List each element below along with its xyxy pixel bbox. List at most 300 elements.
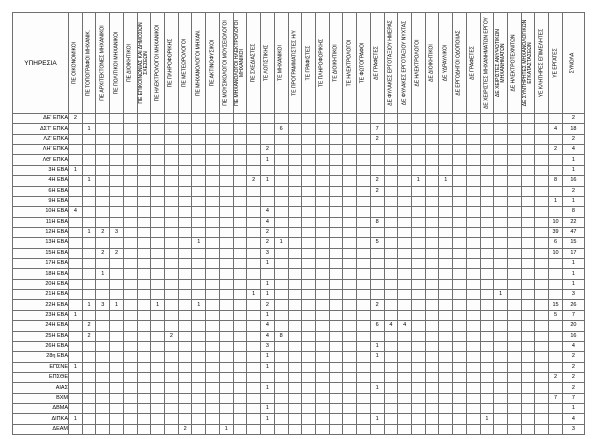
table-cell — [384, 217, 398, 227]
table-cell — [192, 310, 206, 320]
table-cell — [425, 424, 439, 434]
table-cell — [315, 290, 329, 300]
table-cell — [357, 424, 371, 434]
table-cell — [357, 414, 371, 424]
table-cell — [384, 372, 398, 382]
table-cell: 2 — [110, 248, 124, 258]
table-cell — [96, 114, 110, 124]
table-cell — [178, 238, 192, 248]
table-cell — [494, 238, 508, 248]
table-cell — [357, 207, 371, 217]
table-cell — [261, 196, 275, 206]
table-cell — [137, 362, 151, 372]
table-cell — [123, 155, 137, 165]
table-cell — [137, 290, 151, 300]
table-cell — [96, 393, 110, 403]
table-cell — [274, 114, 288, 124]
table-cell — [357, 279, 371, 289]
table-cell — [274, 424, 288, 434]
table-cell — [69, 186, 83, 196]
table-cell — [439, 238, 453, 248]
table-cell — [288, 290, 302, 300]
table-cell — [247, 134, 261, 144]
table-cell — [521, 176, 535, 186]
table-cell — [480, 248, 494, 258]
table-cell — [329, 404, 343, 414]
column-header-label: ΔΕ ΦΥΛΑΚΕΣ ΕΡΓΟΤΑΞΙΟΥ ΗΜΕΡΑΣ — [387, 20, 394, 106]
table-cell: 1 — [439, 176, 453, 186]
table-cell — [302, 217, 316, 227]
table-cell — [192, 404, 206, 414]
table-cell — [425, 269, 439, 279]
column-header-label: ΠΕ ΔΙΟΙΚΗΤΙΚΟΙ — [126, 44, 133, 82]
table-cell — [206, 248, 220, 258]
table-cell — [288, 145, 302, 155]
table-cell — [137, 341, 151, 351]
table-cell — [521, 227, 535, 237]
table-cell: 1 — [219, 424, 233, 434]
table-cell — [398, 207, 412, 217]
row-total-cell: 2 — [562, 372, 584, 382]
table-cell — [508, 176, 522, 186]
table-cell — [69, 238, 83, 248]
row-total-cell: 4 — [562, 414, 584, 424]
table-cell — [302, 310, 316, 320]
row-total-cell: 8 — [562, 207, 584, 217]
table-cell — [315, 217, 329, 227]
row-label: ΛΖ' ΕΠΚΑ — [13, 134, 69, 144]
table-cell: 1 — [261, 259, 275, 269]
table-cell — [398, 259, 412, 269]
table-cell — [233, 124, 247, 134]
table-cell — [178, 300, 192, 310]
table-cell: 10 — [549, 217, 563, 227]
table-cell — [137, 259, 151, 269]
table-cell — [494, 362, 508, 372]
table-cell — [82, 404, 96, 414]
row-label: ΔΙΠΚΑ — [13, 414, 69, 424]
table-cell — [521, 404, 535, 414]
row-total-cell: 1 — [562, 404, 584, 414]
table-cell — [206, 290, 220, 300]
table-cell — [302, 341, 316, 351]
table-cell — [535, 404, 549, 414]
table-cell: 2 — [178, 424, 192, 434]
table-cell — [178, 217, 192, 227]
table-cell — [535, 414, 549, 424]
table-cell — [82, 248, 96, 258]
table-cell — [425, 124, 439, 134]
table-cell — [137, 269, 151, 279]
table-cell: 1 — [261, 279, 275, 289]
table-cell: 1 — [494, 290, 508, 300]
table-cell — [439, 383, 453, 393]
table-cell — [219, 331, 233, 341]
table-cell — [425, 134, 439, 144]
table-cell — [123, 165, 137, 175]
table-cell — [288, 310, 302, 320]
table-row — [13, 331, 585, 341]
table-cell — [165, 248, 179, 258]
table-cell: 2 — [96, 248, 110, 258]
column-header-label: ΠΕ ΜΟΥΣΙΚΟΛΟΓΟΙ ΜΟΥΣΕΙΟΛΟΓΟΙ — [222, 20, 229, 106]
table-cell — [453, 124, 467, 134]
table-cell — [110, 414, 124, 424]
row-label: 13Η ΕΒΑ — [13, 238, 69, 248]
table-cell — [343, 227, 357, 237]
table-cell — [384, 290, 398, 300]
table-cell — [69, 404, 83, 414]
table-cell — [110, 372, 124, 382]
column-header — [494, 13, 508, 114]
row-label: ΛΘ' ΕΠΚΑ — [13, 155, 69, 165]
table-cell — [453, 186, 467, 196]
table-cell — [480, 124, 494, 134]
table-cell — [165, 124, 179, 134]
table-cell — [521, 259, 535, 269]
table-cell — [219, 238, 233, 248]
row-total-cell: 4 — [562, 145, 584, 155]
table-cell — [178, 372, 192, 382]
table-cell — [96, 383, 110, 393]
table-cell — [123, 300, 137, 310]
table-cell — [357, 331, 371, 341]
table-cell — [466, 145, 480, 155]
table-cell — [370, 424, 384, 434]
table-cell — [535, 290, 549, 300]
table-cell — [370, 331, 384, 341]
table-cell — [123, 259, 137, 269]
table-cell — [411, 165, 425, 175]
table-cell — [466, 404, 480, 414]
table-cell — [233, 310, 247, 320]
table-cell — [480, 207, 494, 217]
table-cell — [370, 165, 384, 175]
table-cell — [110, 207, 124, 217]
table-cell — [343, 300, 357, 310]
column-header — [439, 13, 453, 114]
table-cell — [357, 165, 371, 175]
table-cell — [521, 362, 535, 372]
table-cell — [151, 207, 165, 217]
table-cell — [357, 290, 371, 300]
table-cell — [247, 196, 261, 206]
table-cell — [69, 134, 83, 144]
table-cell — [302, 259, 316, 269]
table-cell — [439, 227, 453, 237]
table-cell: 1 — [82, 176, 96, 186]
table-cell — [384, 393, 398, 403]
table-cell — [480, 269, 494, 279]
row-total-cell: 7 — [562, 310, 584, 320]
table-cell — [508, 155, 522, 165]
table-cell — [247, 372, 261, 382]
table-cell — [302, 155, 316, 165]
table-cell — [110, 134, 124, 144]
table-cell — [453, 393, 467, 403]
table-row — [13, 424, 585, 434]
table-cell — [274, 279, 288, 289]
table-cell — [329, 290, 343, 300]
table-cell — [69, 176, 83, 186]
table-cell — [370, 145, 384, 155]
table-cell — [329, 310, 343, 320]
table-cell: 1 — [370, 383, 384, 393]
table-cell — [411, 227, 425, 237]
column-header — [261, 13, 275, 114]
table-cell — [466, 114, 480, 124]
table-cell — [315, 155, 329, 165]
table-cell — [151, 269, 165, 279]
table-cell — [110, 310, 124, 320]
column-header — [274, 13, 288, 114]
table-cell — [411, 114, 425, 124]
table-cell — [151, 145, 165, 155]
table-cell — [192, 186, 206, 196]
table-cell — [219, 217, 233, 227]
table-cell — [439, 124, 453, 134]
table-cell — [96, 196, 110, 206]
table-row — [13, 404, 585, 414]
table-cell — [466, 290, 480, 300]
row-label: 26Η ΕΒΑ — [13, 341, 69, 351]
table-cell — [288, 134, 302, 144]
table-cell: 6 — [370, 321, 384, 331]
table-cell — [165, 383, 179, 393]
table-cell — [165, 362, 179, 372]
table-cell — [357, 404, 371, 414]
table-cell — [219, 124, 233, 134]
table-cell — [288, 259, 302, 269]
table-cell — [411, 341, 425, 351]
table-cell: 1 — [69, 414, 83, 424]
table-cell — [411, 310, 425, 320]
column-header — [549, 13, 563, 114]
table-cell: 39 — [549, 227, 563, 237]
column-header-label: ΔΕ ΧΕΙΡΙΣΤΕΣ ΑΝΥΨΩΤΙΚΩΝ ΜΗΧΑΝΗΜΑΤΩΝ — [494, 29, 506, 97]
table-cell — [82, 217, 96, 227]
table-cell — [69, 145, 83, 155]
table-cell — [521, 310, 535, 320]
table-cell — [439, 404, 453, 414]
table-cell — [508, 372, 522, 382]
table-cell — [233, 352, 247, 362]
table-cell — [206, 196, 220, 206]
table-cell — [508, 290, 522, 300]
table-cell — [82, 310, 96, 320]
table-cell — [151, 196, 165, 206]
table-cell — [137, 383, 151, 393]
table-cell — [535, 300, 549, 310]
table-cell — [329, 196, 343, 206]
table-cell — [82, 372, 96, 382]
table-cell: 5 — [370, 238, 384, 248]
table-cell — [165, 217, 179, 227]
table-cell — [453, 217, 467, 227]
table-row — [13, 310, 585, 320]
table-cell — [343, 424, 357, 434]
table-cell — [494, 331, 508, 341]
table-cell — [508, 383, 522, 393]
table-cell — [302, 269, 316, 279]
table-cell — [219, 321, 233, 331]
table-cell — [508, 352, 522, 362]
table-cell — [110, 331, 124, 341]
table-cell — [165, 269, 179, 279]
column-header — [123, 13, 137, 114]
table-cell — [206, 124, 220, 134]
table-cell — [315, 331, 329, 341]
table-cell — [480, 238, 494, 248]
table-cell — [82, 238, 96, 248]
table-cell — [206, 259, 220, 269]
table-cell — [411, 404, 425, 414]
table-cell — [302, 279, 316, 289]
table-cell — [357, 155, 371, 165]
table-cell — [398, 383, 412, 393]
table-cell — [425, 217, 439, 227]
table-cell — [274, 341, 288, 351]
table-cell — [384, 352, 398, 362]
table-cell: 1 — [370, 341, 384, 351]
table-row — [13, 196, 585, 206]
table-cell — [357, 227, 371, 237]
table-cell — [384, 279, 398, 289]
table-cell: 1 — [82, 300, 96, 310]
table-cell — [233, 114, 247, 124]
table-cell — [192, 207, 206, 217]
table-cell — [398, 393, 412, 403]
table-cell — [535, 217, 549, 227]
table-cell — [247, 248, 261, 258]
table-cell — [466, 186, 480, 196]
column-header-label: ΔΕ ΥΔΡΑΥΛΙΚΟΙ — [442, 44, 449, 82]
table-cell — [329, 362, 343, 372]
table-cell — [370, 248, 384, 258]
table-cell — [315, 259, 329, 269]
table-cell — [398, 134, 412, 144]
table-cell — [494, 341, 508, 351]
table-cell — [343, 362, 357, 372]
table-cell — [425, 300, 439, 310]
table-cell — [357, 300, 371, 310]
table-cell — [357, 196, 371, 206]
table-cell — [82, 165, 96, 175]
table-cell — [425, 196, 439, 206]
table-cell — [535, 186, 549, 196]
table-cell — [123, 196, 137, 206]
table-cell — [411, 259, 425, 269]
table-cell — [151, 155, 165, 165]
table-cell — [288, 393, 302, 403]
table-cell — [384, 300, 398, 310]
table-cell — [343, 145, 357, 155]
table-cell — [137, 134, 151, 144]
table-row — [13, 372, 585, 382]
table-cell — [466, 341, 480, 351]
table-cell — [315, 404, 329, 414]
row-label: ΔΣΤ' ΕΠΚΑ — [13, 124, 69, 134]
table-cell — [453, 145, 467, 155]
table-cell — [357, 248, 371, 258]
table-cell — [357, 393, 371, 403]
table-cell — [384, 310, 398, 320]
table-cell — [315, 196, 329, 206]
table-cell — [274, 259, 288, 269]
row-total-cell: 3 — [562, 290, 584, 300]
table-cell — [151, 124, 165, 134]
table-cell — [329, 155, 343, 165]
table-cell — [411, 362, 425, 372]
column-header-label: ΔΕ ΔΙΟΙΚΗΤΙΚΟΙ — [428, 44, 435, 82]
table-cell: 5 — [549, 310, 563, 320]
table-cell — [288, 424, 302, 434]
table-cell — [247, 383, 261, 393]
table-cell: 1 — [261, 404, 275, 414]
table-cell — [411, 145, 425, 155]
table-cell — [274, 372, 288, 382]
table-cell — [411, 196, 425, 206]
table-cell — [329, 279, 343, 289]
table-cell — [288, 362, 302, 372]
table-cell — [288, 300, 302, 310]
table-cell — [219, 134, 233, 144]
table-cell — [302, 372, 316, 382]
column-header — [508, 13, 522, 114]
table-cell — [288, 404, 302, 414]
table-cell — [233, 269, 247, 279]
table-cell: 2 — [370, 134, 384, 144]
table-cell — [535, 352, 549, 362]
table-cell — [151, 248, 165, 258]
table-cell — [288, 207, 302, 217]
table-cell — [247, 145, 261, 155]
table-cell — [439, 207, 453, 217]
table-cell — [165, 424, 179, 434]
table-cell — [535, 155, 549, 165]
table-cell — [398, 310, 412, 320]
table-cell — [439, 352, 453, 362]
table-cell — [151, 176, 165, 186]
table-cell — [521, 279, 535, 289]
table-cell — [137, 404, 151, 414]
table-cell: 7 — [549, 393, 563, 403]
table-cell — [302, 238, 316, 248]
table-cell — [535, 269, 549, 279]
table-cell — [384, 145, 398, 155]
table-cell — [549, 331, 563, 341]
table-cell — [206, 186, 220, 196]
column-header — [343, 13, 357, 114]
table-cell — [535, 227, 549, 237]
table-cell — [110, 341, 124, 351]
table-cell: 8 — [370, 217, 384, 227]
table-cell — [315, 238, 329, 248]
column-header — [233, 13, 247, 114]
table-cell — [69, 196, 83, 206]
table-cell — [151, 290, 165, 300]
table-cell — [329, 383, 343, 393]
table-cell — [315, 372, 329, 382]
table-row — [13, 352, 585, 362]
table-cell — [96, 124, 110, 134]
table-cell — [425, 393, 439, 403]
table-cell — [288, 279, 302, 289]
table-cell — [123, 227, 137, 237]
table-cell — [453, 372, 467, 382]
column-header — [384, 13, 398, 114]
table-cell — [425, 176, 439, 186]
